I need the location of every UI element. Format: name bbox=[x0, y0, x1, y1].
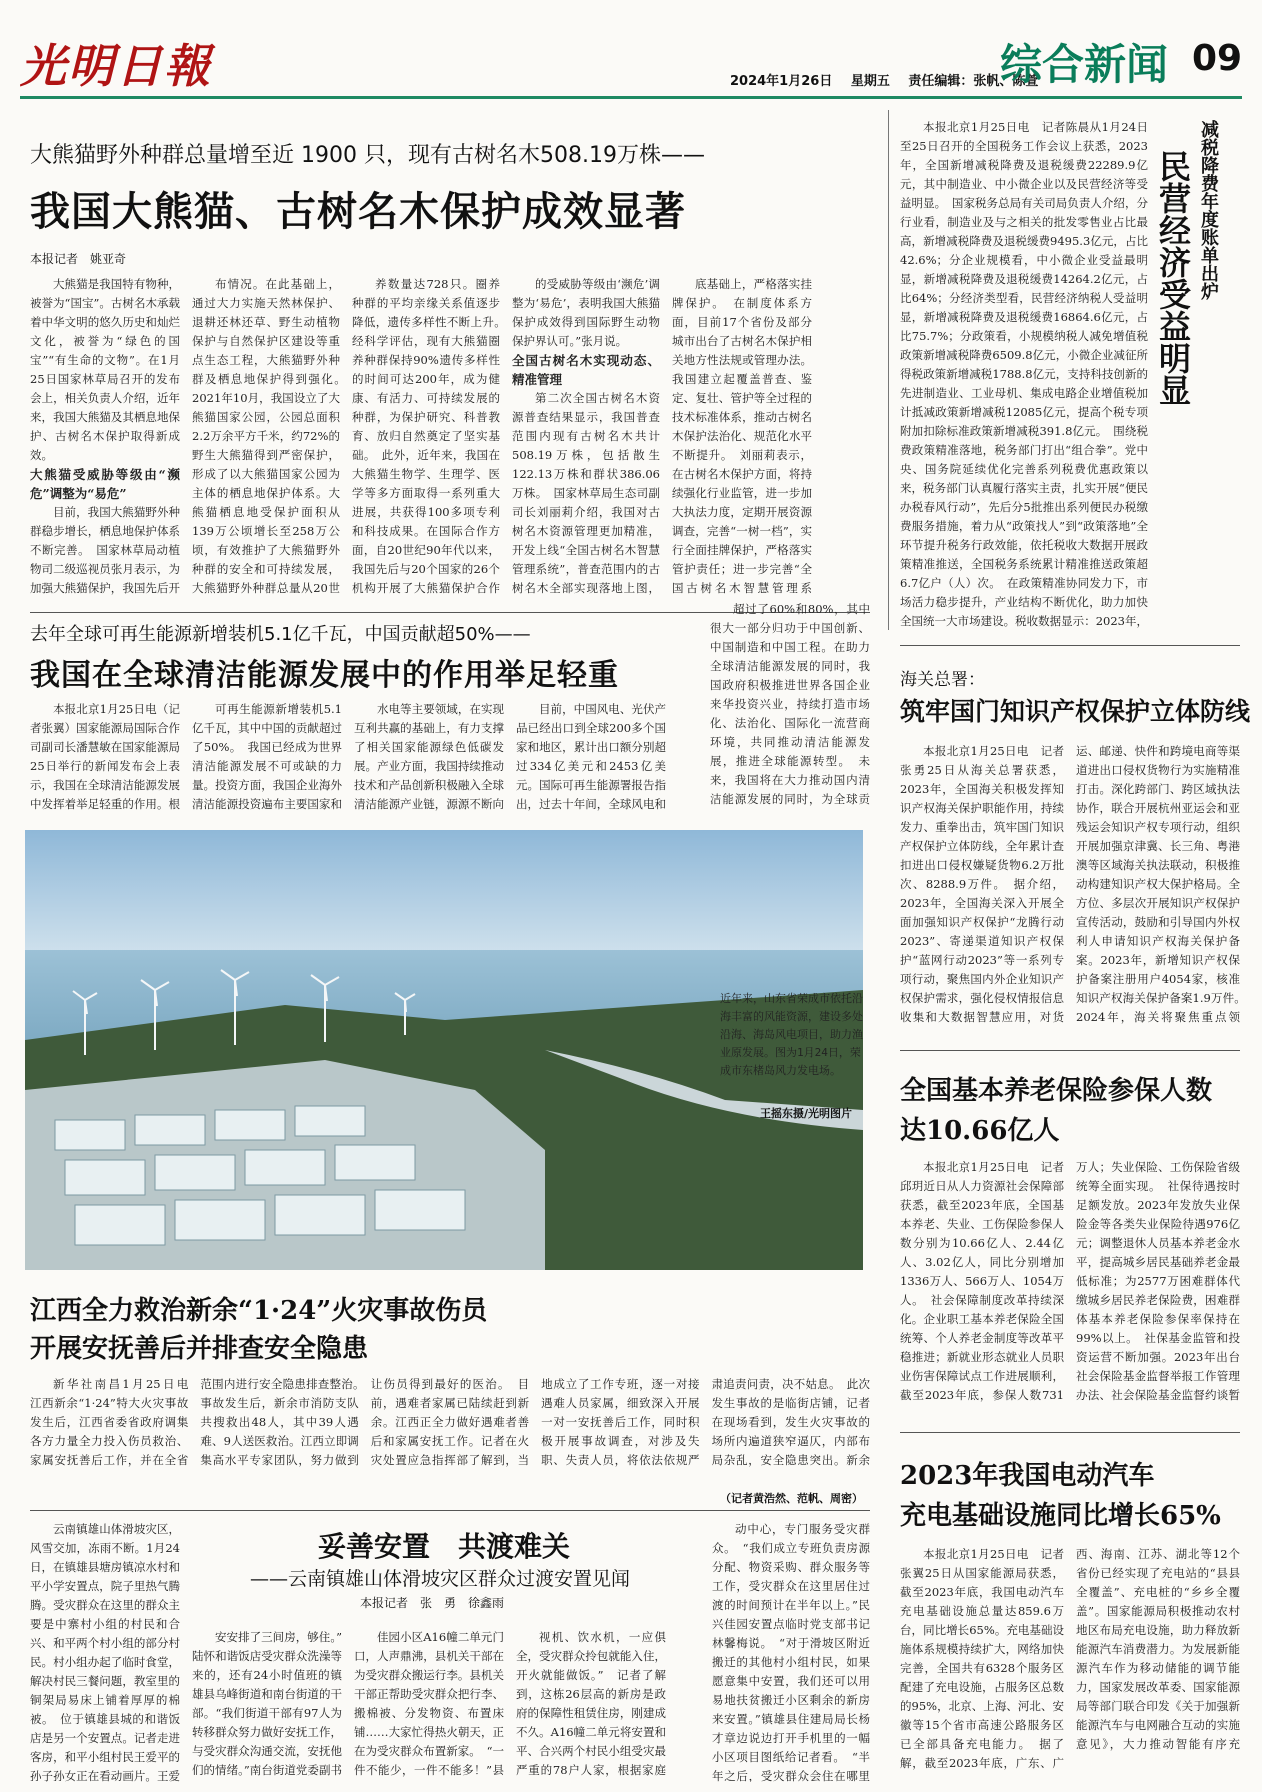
pension-headline-2: 达10.66亿人 bbox=[900, 1116, 1060, 1146]
tax-vertical-kicker: 减税降费年度账单出炉 bbox=[1198, 120, 1219, 300]
tax-vertical-headline: 民营经济受益明显 bbox=[1154, 150, 1192, 406]
yunnan-column-5 bbox=[712, 1520, 870, 1782]
issue-weekday: 星期五 bbox=[850, 74, 890, 89]
pension-body bbox=[900, 1158, 1240, 1423]
yunnan-byline: 本报记者 张 勇 徐鑫雨 bbox=[360, 1596, 505, 1610]
paragraph: 云南镇雄山体滑坡灾区，风雪交加，冻雨不断。1月24日，在镇雄县塘房镇凉水村和平小学安置点，院子里热气腾腾。受灾群众在这里的群众主要是中寨村小组的村民和合兴、和平两个村小组的部分村民。村小组办起了临时食堂，解决村民三餐问题，教室里的铜架局易床上铺着厚厚的棉被。 位于镇雄县城的和谐饭店是另一个安置点。记者走进客房，和平小组村民王爱平的孙子孙女正在看动画片。王爱 bbox=[30, 1522, 180, 1782]
tax-body bbox=[900, 118, 1148, 628]
yunnan-column-4 bbox=[516, 1628, 666, 1782]
paragraph: 本报北京1月25日电（记者张翼）国家能源局国际合作司副司长潘慧敏在国家能源局25日举行的新闻发布会上表示，我国在全球清洁能源发展中发挥着举足轻重的作用。根 bbox=[30, 702, 180, 811]
section-divider bbox=[900, 1050, 1240, 1051]
yunnan-column-1 bbox=[30, 1520, 180, 1782]
energy-column-2 bbox=[192, 700, 342, 812]
ev-headline-2: 充电基础设施同比增长65% bbox=[900, 1501, 1221, 1531]
newspaper-logo: 光明日報 bbox=[20, 39, 212, 93]
fire-body bbox=[30, 1375, 870, 1487]
paragraph: 水电等主要领域，在实现互利共赢的基础上，有力支撑了相关国家能源绿色低碳发展。产业方面，我国持续推动技术和产品创新积极融入全球清洁能源产业链，源源不断向 bbox=[354, 702, 504, 811]
fire-headline-2: 开展安抚善后并排查安全隐患 bbox=[30, 1334, 369, 1364]
paragraph: 布情况。在此基础上，通过大力实施天然林保护、退耕还林还草、野生动植物保护与自然保护区建设等重点生态工程，大熊猫野外种群及栖息地保护得到强化。 2021年10月，我国设立了大熊猫国家公园，公园总面积2.2万余平方千米，约72%的野生大熊猫得到严密保护，形成了以大熊猫国家公园为主体的栖息地保护体系。大熊猫栖息地受保护面积从139万公顷增长至258万公顷，有效推护了大熊猫野外种群的安全和可持续发展，大熊猫野外种群总量从20世 bbox=[192, 277, 340, 595]
panda-column-4 bbox=[512, 275, 660, 600]
customs-body bbox=[900, 742, 1240, 1040]
section-divider bbox=[900, 1432, 1240, 1433]
paragraph: 动中心，专门服务受灾群众。 “我们成立专班负责房源分配、物资采购、群众服务等工作，受灾群众在这里居住过渡的时间预计在半年以上。”民兴佳园安置点临时党支部书记林馨梅说。 “对于滑坡区附近搬迁的其他村小组村民，如果愿意集中安置，我们还可以用易地扶贫搬迁小区剩余的新房来安置。”镇雄县住建局局长杨才章边说边打开手机里的一幅小区项目图纸给记者看。 “半年之后，受灾群众会住在哪里 bbox=[712, 1522, 870, 1782]
paragraph: 安安排了三间房，够住。” 陆怀和谐饭店受灾群众洗澡等来的，还有24小时值班的镇雄县乌峰街道和南台街道的干部。“我们街道干部有97人为转移群众努力做好安抚工作，与受灾群众沟通交流，安抚他们的情绪。”南台街道党委副书 bbox=[192, 1630, 342, 1777]
panda-headline: 我国大熊猫、古树名木保护成效显著 bbox=[30, 188, 686, 235]
paragraph: 佳园小区A16幢二单元门口，人声鼎沸，县机关干部在为受灾群众搬运行李。县机关干部正帮助受灾群众把行李、搬棉被、分发物资、布置床铺……大家忙得热火朝天，正在为受灾群众布置新家。 “一件不能少，一件不能多！”县 bbox=[354, 1630, 504, 1777]
yunnan-subhead: ——云南镇雄山体滑坡灾区群众过渡安置见闻 bbox=[250, 1568, 631, 1590]
energy-kicker: 去年全球可再生能源新增装机5.1亿千瓦，中国贡献超50%—— bbox=[30, 624, 531, 645]
paragraph: 可再生能源新增装机5.1亿千瓦，其中中国的贡献超过了50%。 我国已经成为世界清洁能源发展不可或缺的力量。投资方面，我国企业海外清洁能源投资遍布主要国家和 bbox=[192, 702, 342, 811]
paragraph: 底基础上，严格落实挂牌保护。 在制度体系方面，目前17个省份及部分城市出台了古树名木保护相关地方性法规或管理办法。我国建立起覆盖普查、鉴定、复壮、管护等全过程的技术标准体系，推动古树名木保护法治化、规范化水平不断提升。 刘丽莉表示，在古树名木保护方面，将持续强化行业监管，进一步加大执法力度，定期开展资源调查，完善“一树一档”，实行全面挂牌保护，严格落实管护责任；进一步完善“全国古树名木智慧管理系 bbox=[672, 277, 812, 595]
section-title: 综合新闻 bbox=[1000, 40, 1169, 89]
ev-body bbox=[900, 1545, 1240, 1782]
panda-column-3 bbox=[352, 275, 500, 600]
customs-headline: 筑牢国门知识产权保护立体防线 bbox=[900, 697, 1251, 726]
energy-column-5 bbox=[710, 600, 870, 812]
paragraph: 本报北京1月25日电 记者张翼25日从国家能源局获悉，截至2023年底，我国电动汽车充电基础设施总量达859.6万台，同比增长65%。充电基础设施体系规模持续扩大，网络加快完善，全国共有6328个服务区配建了充电设施，占服务区总数的95%，北京、上海、河北、安徽等15个省市高速公路服务区已全部具备充电能力。 据了解，截至2023年底，广东、广西、海南、江苏、湖北等12个省份已经实现了充电站的“县县全覆盖”、充电桩的“乡乡全覆盖”。国家能源局积极推动农村地区布局充电设施，助力释放新能源汽车消费潜力。为发展新能源汽车作为移动储能的调节能力，国家发展改革委、国家能源局等部门联合印发《关于加强新能源汽车与电网融合互动的实施意见》，大力推动智能有序充 bbox=[900, 1547, 1240, 1770]
paragraph: 本报北京1月25日电 记者张勇25日从海关总署获悉，2023年，全国海关积极发挥知识产权海关保护职能作用，持续发力、重拳出击，筑牢国门知识产权保护立体防线，全年累计查扣进出口侵权嫌疑货物6.2万批次、8288.9万件。 据介绍，2023年，全国海关深入开展全面加强知识产权保护“龙腾行动2023”、寄递渠道知识产权保护“蓝网行动2023”等一系列专项行动，聚焦国内外企业知识产权保护需求，强化侵权情报信息收集和大数据智慧应用，对货运、邮递、快件和跨境电商等渠道进出口侵权货物行为实施精准打击。深化跨部门、跨区域执法协作，联合开展杭州亚运会和亚残运会知识产权专项行动，组织开展加强京津冀、长三角、粤港澳等区域海关执法联动，积极推动构建知识产权大保护格局。全方位、多层次开展知识产权保护宣传活动，鼓励和引导国内外权利人申请知识产权海关保护备案。2023年，新增知识产权保护备案注册用户4054家，核准知识产权海关保护备案1.9万件。 2024年，海关将聚焦重点领 bbox=[900, 744, 1240, 1024]
editor-credit: 责任编辑：张帆、陈萱 bbox=[908, 74, 1039, 89]
paragraph: 的受威胁等级由‘濒危’调整为‘易危’，表明我国大熊猫保护成效得到国际野生动物保护界认可。”张月说。 bbox=[512, 277, 660, 348]
yunnan-column-3 bbox=[354, 1628, 504, 1782]
panda-column-5 bbox=[672, 275, 812, 600]
issue-date: 2024年1月26日 bbox=[730, 74, 833, 89]
ev-headline-1: 2023年我国电动汽车 bbox=[900, 1461, 1155, 1491]
panda-subheading-2: 全国古树名木实现动态、精准管理 bbox=[512, 353, 660, 387]
fire-credit: （记者黄浩然、范帆、周密） bbox=[720, 1492, 863, 1505]
paragraph: 超过了60%和80%，其中很大一部分归功于中国创新、中国制造和中国工程。在助力全球清洁能源发展的同时，我国政府积极推进世界各国企业来华投资兴业，持续打造市场化、法治化、国际化一流营商环境，共同推动清洁能源发展，推进全球能源转型。 未来，我国将在大力推动国内清洁能源发展的同时，为全球贡 bbox=[710, 602, 870, 806]
panda-subheading-1: 大熊猫受威胁等级由“濒危”调整为“易危” bbox=[30, 467, 180, 501]
yunnan-headline: 妥善安置 共渡难关 bbox=[318, 1530, 571, 1563]
page-number: 09 bbox=[1192, 38, 1243, 79]
paragraph: 本报北京1月25日电 记者陈晨从1月24日至25日召开的全国税务工作会议上获悉，2023年，全国新增减税降费及退税缓费22289.9亿元，其中制造业、中小微企业以及民营经济等受益明显。 国家税务总局有关司局负责人介绍，分行业看，制造业及与之相关的批发零售业占比最高，新增减税降费及退税缓费9495.3亿元，占比42.6%；分企业规模看，中小微企业受益最明显，新增减税降费及退税缓费14264.2亿元，占比64%；分经济类型看，民营经济纳税人受益明显，新增减税降费及退税缓费16864.6亿元，占比75.7%；分政策看，小规模纳税人减免增值税政策新增减税降费6509.8亿元，小微企业减征所得税政策新增减税1788.8亿元，支持科技创新的先进制造业、工业母机、集成电路企业增值税加计抵减政策新增减税12085亿元，提高个税专项附加扣除标准政策新增减税391.8亿元。 围绕税费政策精准落地，税务部门打出“组合拳”。党中央、国务院延续优化完善系列税费优惠政策以来，税务部门认真履行落实主责，扎实开展“便民办税春风行动”，先后分5批推出系列便民办税缴费服务措施，着力从“政策找人”到“政策落地”全环节提升税务行政效能，依托税收大数据开展政策精准推送，全国税务系统累计精准推送政策超6.7亿户（人）次。 在政策精准协同发力下，市场活力稳步提升，产业结构不断优化，助力加快全国统一大市场建设。税收数据显示：2023年， bbox=[900, 120, 1148, 628]
section-divider bbox=[30, 1510, 870, 1511]
energy-column-3 bbox=[354, 700, 504, 812]
panda-kicker: 大熊猫野外种群总量增至近 1900 只，现有古树名木508.19万株—— bbox=[30, 143, 705, 168]
energy-headline: 我国在全球清洁能源发展中的作用举足轻重 bbox=[30, 658, 619, 693]
energy-column-4 bbox=[516, 700, 666, 812]
photo-caption: 近年来，山东省荣成市依托沿海丰富的风能资源，建设多处沿海、海岛风电项目，助力渔业原发展。图为1月24日，荣成市东楮岛风力发电场。 bbox=[720, 992, 863, 1077]
paragraph: 养数量达728只。圈养种群的平均亲缘关系值逐步降低，遗传多样性不断上升。 经科学评估，现有大熊猫圈养种群保持90%遗传多样性的时间可达200年，成为健康、有活力、可持续发展的种群，为保护研究、科普教育、放归自然奠定了坚实基础。 此外，近年来，我国在大熊猫生物学、生理学、医学等多方面取得一系列重大进展，共获得100多项专利和科技成果。在国际合作方面，自20世纪90年代以来，我国先后与20个国家的26个机构开展了大熊猫保护合作 bbox=[352, 277, 500, 595]
column-divider bbox=[888, 110, 889, 630]
paragraph: 本报北京1月25日电 记者邱玥近日从人力资源社会保障部获悉，截至2023年底，全国基本养老、失业、工伤保险参保人数分别为10.66亿人、2.44亿人、3.02亿人，同比分别增加1336万人、566万人、1054万人。 社会保障制度改革持续深化。企业职工基本养老保险全国统筹、个人养老金制度等改革平稳推进；新就业形态就业人员职业伤害保障试点工作进展顺利，截至2023年底，参保人数731万人；失业保险、工伤保险省级统筹全面实现。 社保待遇按时足额发放。2023年发放失业保险金等各类失业保险待遇976亿元；调整退休人员基本养老金水平，提高城乡居民基础养老金最低标准；为2577万困难群体代缴城乡居民养老保险费，困难群体基本养老保险参保率保持在99%以上。 社保基金监管和投资运营不断加强。2023年出台社会保险基金监督举报工作管理办法、社会保险基金监督约谈暂 bbox=[900, 1160, 1240, 1402]
paragraph: 目前，中国风电、光伏产品已经出口到全球200多个国家和地区，累计出口额分别超过334亿美元和2453亿美元。国际可再生能源署报告指出，过去十年间，全球风电和 bbox=[516, 702, 666, 811]
pension-headline-1: 全国基本养老保险参保人数 bbox=[900, 1076, 1213, 1106]
panda-byline: 本报记者 姚亚奇 bbox=[30, 252, 127, 266]
fire-headline-1: 江西全力救治新余“1·24”火灾事故伤员 bbox=[30, 1296, 488, 1326]
paragraph: 目前，我国大熊猫野外种群稳步增长，栖息地保护体系不断完善。 国家林草局动植物司二级巡视员张月表示，为加强大熊猫保护，我国先后开 bbox=[30, 505, 180, 595]
paragraph: 新华社南昌1月25日电 江西新余“1·24”特大火灾事故发生后，江西省委省政府调集各方力量全力投入伤员救治、家属安抚善后工作，并在全省范围内进行安全隐患排查整治。 事故发生后，新余市消防支队共搜救出48人，其中39人遇难、9人送医救治。江西立即调集高水平专家团队，努力做到让伤员得到最好的医治。 目前，遇难者家属已陆续赶到新余。江西正全力做好遇难者善后和家属安抚工作。记者在火灾处置应急指挥部了解到，当地成立了工作专班，逐一对接遇难人员家属，细致深入开展一对一安抚善后工作，同时积极开展事故调查，对涉及失职、失责人员，将依法依规严肃追责问责，决不姑息。 此次发生事故的是临街店铺，记者在现场看到，发生火灾事故的场所内遍道狭窄逼仄，内部布局杂乱，安全隐患突出。新余 bbox=[30, 1377, 870, 1467]
energy-column-1 bbox=[30, 700, 180, 812]
customs-kicker: 海关总署： bbox=[900, 670, 985, 690]
panda-column-2 bbox=[192, 275, 340, 600]
paragraph: 视机、饮水机，一应俱全，受灾群众拎包就能入住，开火就能做饭。” 记者了解到，这栋26层高的新房是政府的保障性租赁住房，刚建成不久。A16幢二单元将安置和平、合兴两个村民小组受灾最严重的78户人家，根据家庭 bbox=[516, 1630, 666, 1777]
section-divider bbox=[900, 645, 1240, 646]
yunnan-column-2 bbox=[192, 1628, 342, 1782]
paragraph: 大熊猫是我国特有物种，被誉为“国宝”。古树名木承载着中华文明的悠久历史和灿烂文化，被誉为“绿色的国宝”“有生命的文物”。在1月25日国家林草局召开的发布会上，相关负责人介绍，近年来，我国大熊猫及其栖息地保护、古树名木保护取得新成效。 bbox=[30, 277, 180, 462]
masthead-rule bbox=[20, 96, 1242, 99]
panda-column-1 bbox=[30, 275, 180, 600]
paragraph: 第二次全国古树名木资源普查结果显示，我国普查范围内现有古树名木共计508.19万株，包括散生122.13万株和群状386.06万株。 国家林草局生态司副司长刘丽莉介绍，我国对古树名木资源管理更加精准，开发上线“全国古树名木智慧管理系统”，普查范围内的古树名木全部实现落地上图， bbox=[512, 391, 660, 595]
photo-credit: 王摇东摄/光明图片 bbox=[760, 1107, 853, 1120]
